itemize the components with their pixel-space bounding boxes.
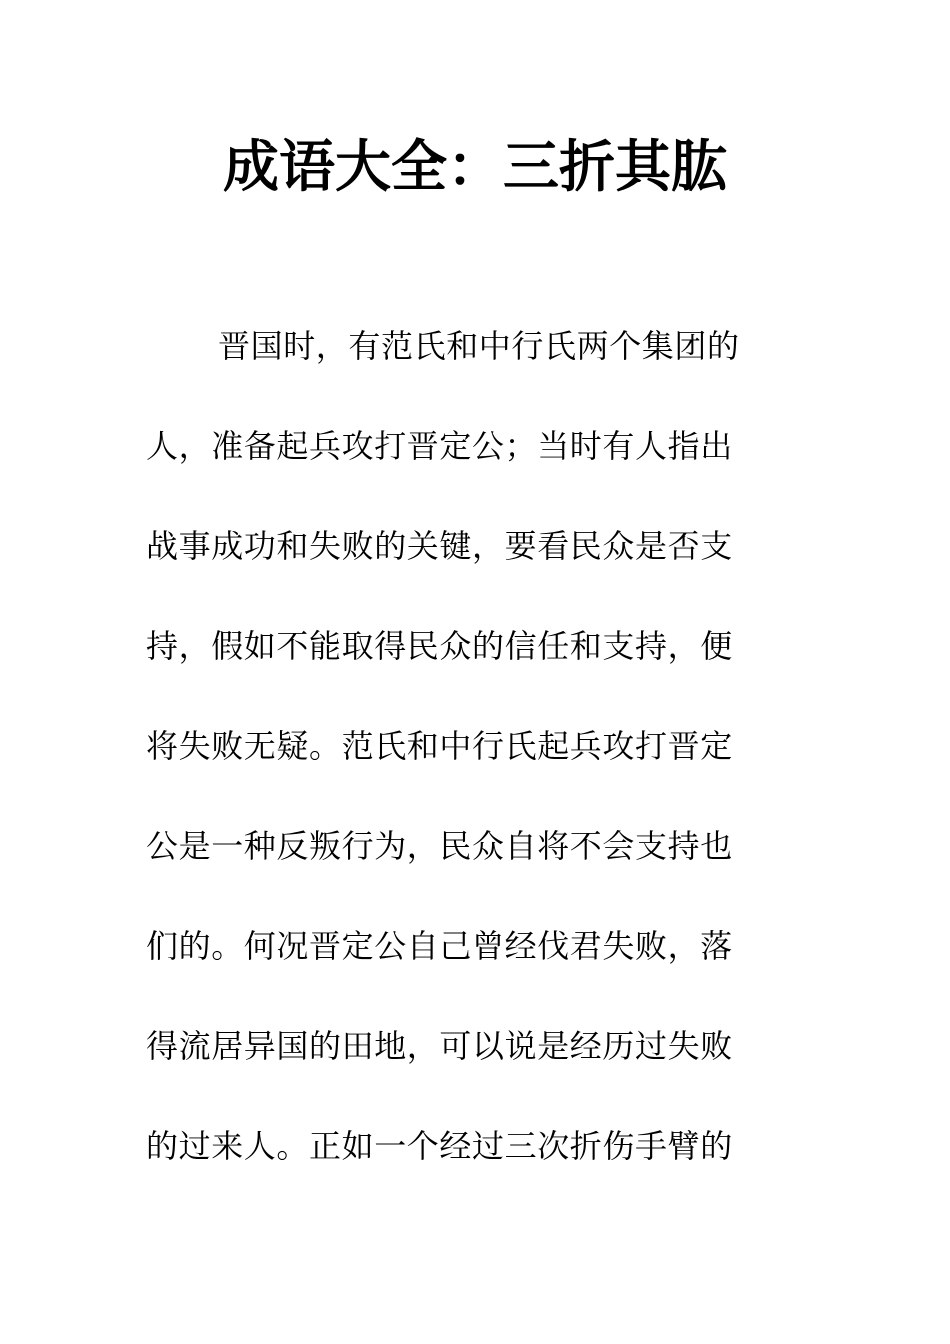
body-line: 的过来人。正如一个经过三次折伤手臂的 xyxy=(146,1127,733,1165)
body-line: 将失败无疑。范氏和中行氏起兵攻打晋定 xyxy=(146,727,733,765)
body-line: 晋国时，有范氏和中行氏两个集团的 xyxy=(218,327,740,365)
body-line: 们的。何况晋定公自己曾经伐君失败，落 xyxy=(146,927,733,965)
body-line: 持，假如不能取得民众的信任和支持，便 xyxy=(146,627,733,665)
document-body xyxy=(146,296,806,1196)
body-line: 公是一种反叛行为，民众自将不会支持也 xyxy=(146,827,733,865)
document-title: 成语大全：三折其肱 xyxy=(223,135,727,200)
body-line: 人，准备起兵攻打晋定公；当时有人指出 xyxy=(146,427,733,465)
body-line: 得流居异国的田地，可以说是经历过失败 xyxy=(146,1027,733,1065)
body-line: 战事成功和失败的关键，要看民众是否支 xyxy=(146,527,733,565)
